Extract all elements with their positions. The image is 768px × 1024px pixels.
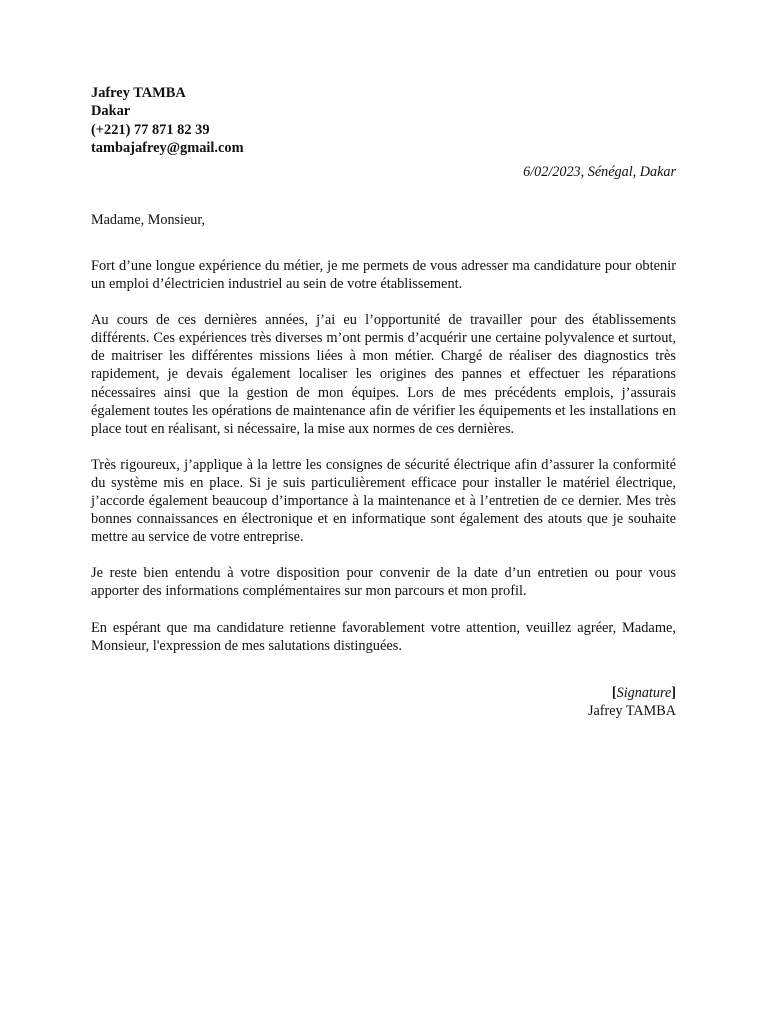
signature-bracket-open: [	[611, 685, 617, 701]
date-place: 6/02/2023, Sénégal, Dakar	[523, 164, 676, 180]
signature-placeholder	[91, 684, 676, 702]
sender-email: tambajafrey@gmail.com	[91, 139, 244, 156]
signature-bracket-close: ]	[671, 685, 676, 701]
sender-block	[91, 84, 676, 157]
sender-phone: (+221) 77 871 82 39	[91, 121, 210, 138]
paragraph-availability: Je reste bien entendu à votre disposition pour convenir de la date d’un entretien ou pour vous apporter des informations complémentaires sur mon parcours et mon profil.	[91, 565, 676, 600]
sender-city: Dakar	[91, 103, 131, 120]
paragraph-intro: Fort d’une longue expérience du métier, je me permets de vous adresser ma candidature pour obtenir un emploi d’électricien industriel au sein de votre établissement.	[91, 258, 676, 293]
salutation: Madame, Monsieur,	[91, 212, 206, 228]
letter-body	[91, 257, 676, 673]
signer-name: Jafrey TAMBA	[587, 703, 676, 719]
signature-word: Signature	[616, 685, 672, 701]
paragraph-experience: Au cours de ces dernières années, j’ai eu l’opportunité de travailler pour des établissements différents. Ces expériences très diverses m’ont permis d’acquérir une certaine polyvalence et surtout, de maitriser les différentes missions liées à mon métier. Chargé de réaliser des diagnostics très rapidement, je devais également localiser les origines des pannes et effectuer les réparations nécessaires ainsi que la gestion de mon équipes. Lors de mes précédents emplois, j’assurais également toutes les opérations de maintenance afin de vérifier les équipements et les installations en place tout en réalisant, si nécessaire, la mise aux normes de ces dernières.	[91, 312, 676, 437]
paragraph-closing-formula: En espérant que ma candidature retienne favorablement votre attention, veuillez agréer, Madame, Monsieur, l'expression de mes salutations distinguées.	[91, 619, 676, 654]
signature-block	[91, 684, 676, 720]
paragraph-skills: Très rigoureux, j’applique à la lettre les consignes de sécurité électrique afin d’assurer la conformité du système mis en place. Si je suis particulièrement efficace pour installer le matériel électrique, j’accorde également beaucoup d’importance à la maintenance et à l’entretien de ce dernier. Mes très bonnes connaissances en électronique et en informatique sont également des atouts que je souhaite mettre au service de votre entreprise.	[91, 456, 676, 546]
sender-name: Jafrey TAMBA	[91, 85, 186, 101]
